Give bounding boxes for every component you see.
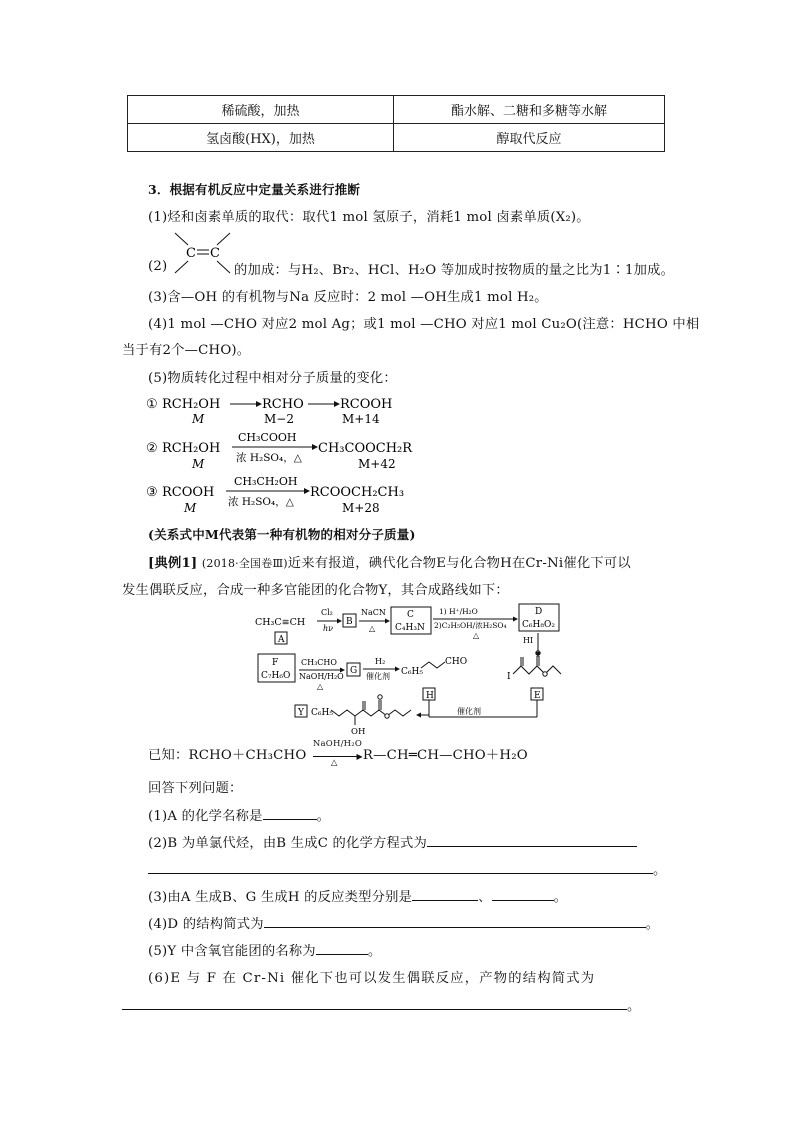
synthesis-scheme: [255, 602, 585, 742]
label-d: D: [535, 607, 543, 617]
answer-blank-4: [264, 916, 646, 928]
example-text: 近来有报道，碘代化合物E与化合物H在Cr-Ni催化下可以: [287, 556, 631, 571]
question-4-text: (4)D 的结构简式为: [148, 917, 264, 932]
label-b: B: [346, 617, 353, 627]
question-6-end: 。: [627, 999, 641, 1014]
question-4: [148, 913, 659, 932]
question-3-text: (3)由A 生成B、G 生成H 的反应类型分别是: [148, 890, 413, 905]
coupling-catalyst: 催化剂: [457, 707, 481, 716]
answer-blank-1: [263, 808, 317, 820]
paragraph-2-label: (2): [148, 259, 168, 274]
table-row: [128, 96, 665, 124]
question-1-end: 。: [316, 809, 331, 824]
paragraph-4-line2: 当于有2个—CHO)。: [122, 343, 251, 358]
mass-b: M+28: [342, 501, 380, 514]
question-2: [148, 832, 637, 851]
step3-reagent-1: 1) H⁺/H₂O: [439, 607, 478, 616]
paragraph-5: (5)物质转化过程中相对分子质量的变化：: [148, 371, 397, 386]
alkene-structure: [170, 228, 240, 276]
label-h: H: [426, 691, 434, 701]
y-phenyl: C₆H₅: [311, 708, 333, 718]
label-a: A: [278, 635, 285, 645]
chain-number: ①: [146, 397, 158, 412]
step2-condition: △: [369, 624, 376, 633]
chain-compound-c: RCOOH: [340, 397, 393, 412]
mass-chain-2: [146, 430, 436, 470]
example-source: (2018·全国卷Ⅲ): [201, 557, 288, 570]
known-reaction: [148, 738, 528, 768]
answer-blank-5: [316, 943, 368, 955]
question-1: [148, 805, 330, 824]
example-line-2: 发生偶联反应，合成一种多官能团的化合物Y，其合成路线如下：: [122, 583, 509, 598]
question-2-end: 。: [653, 863, 667, 878]
mass-a: M: [184, 501, 197, 514]
mass-c: M+14: [342, 412, 380, 426]
paragraph-4-line1: (4)1 mol —CHO 对应2 mol Ag；或1 mol —CHO 对应1 mol Cu₂O(注意：HCHO 中相: [148, 317, 700, 332]
question-6-line2: [122, 995, 641, 1014]
answer-blank-3b: [492, 889, 554, 901]
chain-compound-b: RCOOCH₂CH₃: [310, 485, 405, 500]
step4-condition: △: [317, 682, 324, 691]
mass-chain-1: [146, 392, 426, 426]
y-chain: [331, 710, 411, 716]
label-e: E: [534, 691, 541, 701]
question-2-text: (2)B 为单氯代烃，由B 生成C 的化学方程式为: [148, 836, 427, 851]
table-cell-condition: 氢卤酸(HX)，加热: [128, 124, 394, 152]
step5-condition: 催化剂: [366, 672, 390, 681]
paragraph-3: (3)含—OH 的有机物与Na 反应时：2 mol —OH生成1 mol H₂。: [148, 290, 548, 305]
table-cell-reaction: 酯水解、二糖和多糖等水解: [394, 96, 665, 124]
formula-c: C₄H₃N: [395, 623, 425, 633]
known-label: 已知：: [148, 748, 189, 763]
step4-reagent-2: NaOH/H₂O: [299, 672, 344, 681]
mass-a: M: [192, 457, 205, 470]
mass-note: (关系式中M代表第一种有机物的相对分子质量): [148, 527, 416, 542]
mass-a: M: [192, 412, 205, 426]
question-5-text: (5)Y 中含氧官能团的名称为: [148, 944, 316, 959]
h-phenyl: C₆H₅: [401, 667, 423, 677]
table-row: [128, 124, 665, 152]
chain-compound-a: RCH₂OH: [162, 397, 221, 412]
formula-d: C₆H₈O₂: [522, 620, 555, 630]
reagent-bottom: 浓 H₂SO₄，△: [228, 496, 294, 508]
formula-f: C₇H₆O: [261, 671, 291, 681]
known-arrow: NaOH/H₂O ▶ △: [312, 738, 363, 768]
question-3-separator: 、: [478, 890, 492, 905]
reagent-top: CH₃CH₂OH: [234, 475, 298, 488]
questions-intro: 回答下列问题：: [148, 781, 243, 796]
question-3-end: 。: [553, 890, 568, 905]
hi-reagent: HI: [523, 636, 534, 645]
question-2-line2: [148, 859, 667, 878]
table-cell-condition: 稀硫酸，加热: [128, 96, 394, 124]
mass-b: M+42: [358, 457, 396, 470]
answer-blank-3a: [412, 889, 478, 901]
step3-condition: △: [473, 631, 480, 640]
step1-condition: hν: [323, 624, 334, 633]
reaction-condition-table: [127, 95, 665, 152]
alkene-carbon-2: C: [210, 246, 220, 261]
chain-number: ③: [146, 485, 158, 500]
question-3: [148, 886, 567, 905]
chain-compound-a: RCH₂OH: [162, 441, 221, 456]
answer-blank-6: [122, 998, 627, 1010]
label-g: G: [350, 666, 358, 676]
reagent-top: CH₃COOH: [238, 431, 297, 444]
step2-reagent: NaCN: [361, 608, 386, 617]
known-left: RCHO＋CH₃CHO: [188, 748, 307, 763]
step4-reagent: CH₃CHO: [301, 658, 337, 667]
propyne: CH₃C≡CH: [255, 617, 306, 628]
question-5: [148, 940, 381, 959]
step3-reagent-2: 2)C₂H₅OH/浓H₂SO₄: [434, 621, 507, 630]
chain-compound-b: RCHO: [262, 397, 304, 412]
question-1-text: (1)A 的化学名称是: [148, 809, 263, 824]
mass-b: M−2: [264, 412, 294, 426]
section-heading: 3．根据有机反应中定量关系进行推断: [148, 182, 361, 197]
e-chain: [513, 666, 561, 674]
step5-reagent: H₂: [375, 657, 386, 666]
y-hydroxyl: OH: [351, 727, 366, 737]
chain-compound-b: CH₃COOCH₂R: [318, 441, 413, 456]
e-iodine: I: [507, 672, 511, 682]
known-arrow-top: NaOH/H₂O: [312, 738, 363, 749]
label-f: F: [272, 658, 279, 668]
h-aldehyde: CHO: [445, 657, 468, 667]
question-6: (6)E 与 F 在 Cr-Ni 催化下也可以发生偶联反应，产物的结构简式为: [148, 971, 596, 986]
answer-blank-2b: [148, 862, 653, 874]
question-5-end: 。: [367, 944, 382, 959]
alkene-carbon-1: C: [186, 246, 196, 261]
reagent-bottom: 浓 H₂SO₄，△: [236, 452, 302, 464]
known-arrow-bottom: △: [330, 757, 338, 768]
h-chain: [421, 662, 445, 668]
example-line-1: [148, 552, 631, 571]
paragraph-2-text: 的加成：与H₂、Br₂、HCl、H₂O 等加成时按物质的量之比为1∶1加成。: [234, 263, 675, 278]
example-label: [典例1]: [148, 556, 198, 571]
paragraph-1: (1)烃和卤素单质的取代：取代1 mol 氢原子，消耗1 mol 卤素单质(X₂)。: [148, 210, 590, 225]
chain-compound-a: RCOOH: [162, 485, 215, 500]
known-right: R—CH═CH—CHO＋H₂O: [362, 748, 528, 763]
table-cell-reaction: 醇取代反应: [394, 124, 665, 152]
label-c: C: [407, 610, 414, 620]
step1-reagent: Cl₂: [321, 608, 333, 617]
label-y: Y: [298, 708, 304, 718]
question-4-end: 。: [645, 917, 660, 932]
chain-number: ②: [146, 441, 158, 456]
answer-blank-2a: [427, 835, 637, 847]
mass-chain-3: [146, 474, 436, 514]
